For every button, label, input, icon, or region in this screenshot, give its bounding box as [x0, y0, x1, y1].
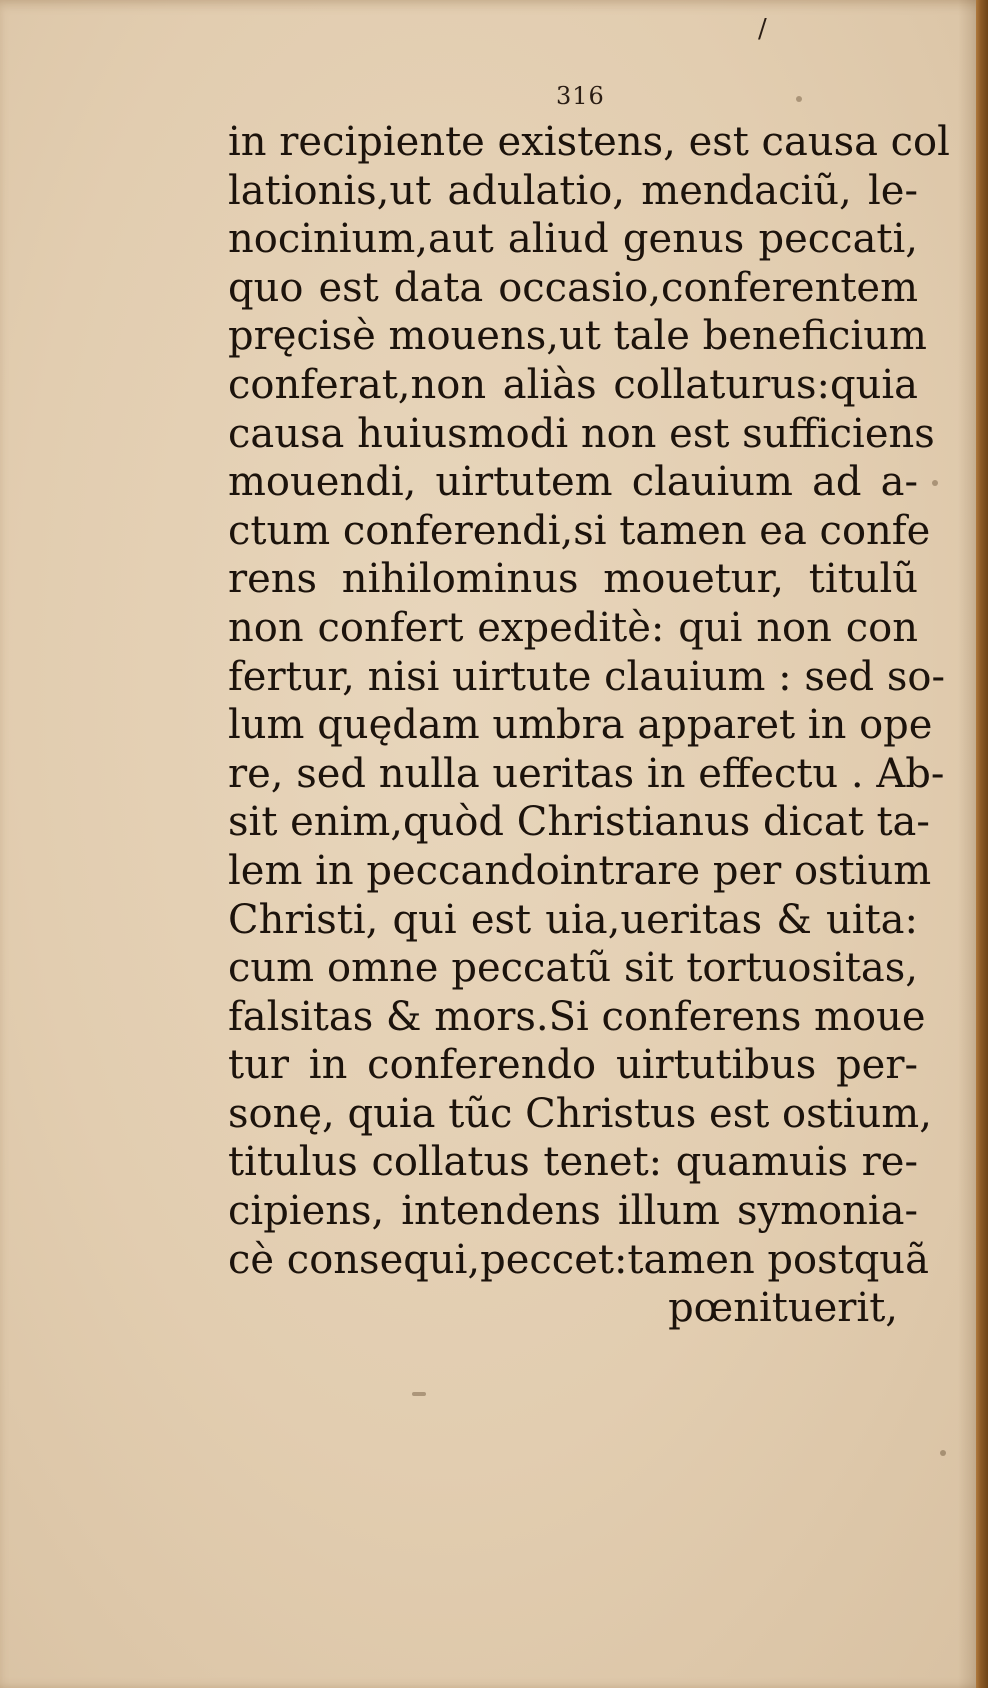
text-line: ctum conferendi,si tamen ea confe — [228, 507, 931, 554]
text-line: lem in peccandointrare per ostium — [228, 847, 932, 894]
text-line: falsitas & mors.Si conferens moue — [228, 993, 926, 1040]
text-line: in recipiente existens, est causa col — [228, 119, 950, 165]
text-line: cum omne peccatũ sit tortuositas, — [228, 945, 918, 992]
paper-speck — [932, 480, 938, 486]
text-line: causa huiusmodi non est sufficiens — [228, 410, 935, 457]
text-line: mouendi, uirtutem clauium ad a- — [228, 459, 918, 506]
page-number: 316 — [556, 82, 605, 110]
text-line: Christi, qui est uia,ueritas & uita: — [228, 896, 918, 943]
text-line: rens nihilominus mouetur, titulũ — [228, 556, 918, 603]
catchword: pœnituerit, — [668, 1285, 898, 1332]
text-line: quo est data occasio,conferentem — [228, 264, 918, 311]
text-line: lum quędam umbra apparet in ope — [228, 702, 933, 749]
text-line: titulus collatus tenet: quamuis re- — [228, 1139, 918, 1186]
text-line: cè consequi,peccet:tamen postquã — [228, 1236, 929, 1283]
text-line: conferat,non aliàs collaturus:quia — [228, 361, 918, 408]
text-line: sit enim,quòd Christianus dicat ta- — [228, 799, 930, 846]
text-line: fertur, nisi uirtute clauium : sed so- — [228, 653, 945, 700]
page-edge — [976, 0, 988, 1688]
gutter-shadow — [958, 0, 976, 1688]
text-line: lationis,ut adulatio, mendaciũ, le- — [228, 167, 918, 214]
text-line: sonę, quia tũc Christus est ostium, — [228, 1090, 932, 1137]
ink-mark: / — [758, 14, 767, 44]
text-line: non confert expeditè: qui non con — [228, 604, 918, 651]
text-line: pręcisè mouens,ut tale beneficium — [228, 313, 927, 360]
paper-speck — [940, 1450, 946, 1456]
paper-speck — [796, 96, 802, 102]
text-line: tur in conferendo uirtutibus per- — [228, 1042, 918, 1089]
text-line: cipiens, intendens illum symonia- — [228, 1188, 918, 1235]
body-text — [228, 118, 950, 1333]
text-line: nocinium,aut aliud genus peccati, — [228, 216, 918, 263]
paper-speck — [412, 1392, 426, 1396]
text-line: re, sed nulla ueritas in effectu . Ab- — [228, 750, 945, 797]
